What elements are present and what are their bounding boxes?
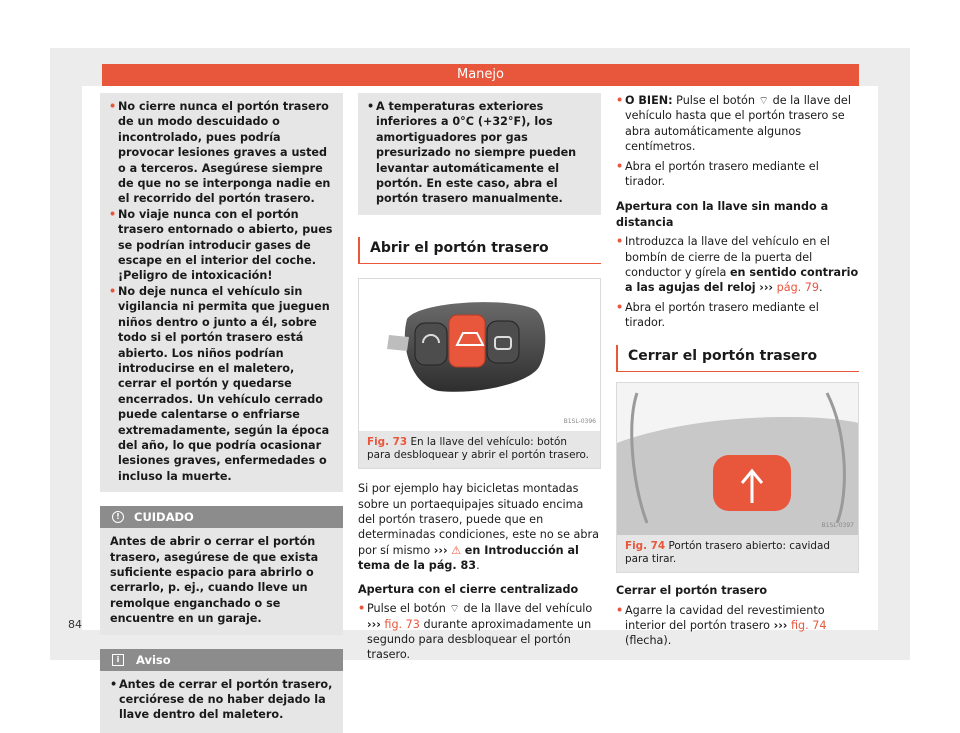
link-page-79[interactable]: pág. 79 [776,281,820,295]
section-title-close: Cerrar el portón trasero [616,345,859,372]
warning-item: • No cierre nunca el portón trasero de un modo descuidado o incontrolado, pues podría provocar lesiones graves a usted o a terceros. Asegúrese siempre de que no se interponga nadie en el recorrido del portón trasero. [109,100,331,206]
subheading: Cerrar el portón trasero [616,584,768,598]
note-body: • Antes de cerrar el portón trasero, cerciórese de no haber dejado la llave dentro del maletero. [110,677,333,722]
caution-text: Antes de abrir o cerrar el portón trasero, asegúrese de que exista suficiente espacio para abrirlo o cerrarlo, p. ej., cuando lleve un remolque enganchado o se encuentre en un garaje. [110,535,319,626]
warning-box: • A temperaturas exteriores inferiores a 0°C (+32°F), los amortiguadores por gas presurizado no siempre pueden levantar automáticamente el portón. En este caso, abra el portón trasero manualmente. [358,93,601,215]
warning-box [100,93,343,492]
page-number: 84 [68,618,82,631]
key-button-icon: ⌔ [758,94,770,107]
warning-item: • No viaje nunca con el portón trasero entornado o abierto, pues se podrían introducir gases de escape en el interior del coche. ¡Peligro de intoxicación! [109,207,333,283]
warning-item: • No deje nunca el vehículo sin vigilancia ni permita que jueguen niños dentro o junto a él, sobre todo si el portón trasero está abierto. Los niños podrían introducirse en el maletero, cerrar el portón y quedarse encerrados. Un vehículo cerrado puede calentarse o enfriarse extremadamente, según la época del año, lo que podría ocasionar lesiones graves, enfermedades o incluso la muerte. [109,284,330,483]
figure-74 [616,382,859,573]
link-fig-73[interactable]: fig. 73 [384,617,420,631]
caution-box [100,506,343,634]
figure-73 [358,278,601,469]
subheading: Apertura con la llave sin mando a distancia [616,200,829,229]
note-box [100,649,343,733]
paragraph: Si por ejemplo hay bicicletas montadas sobre un portaequipajes situado encima del portón trasero, puede que en determinadas condiciones, este no se abra por sí mismo ››› ⚠ en Introducción al tema de la pág. 83. [358,482,599,573]
list-item: • Introduzca la llave del vehículo en el bombín de cierre de la puerta del conductor y gírela en sentido contrario a las agujas del reloj ››› pág. 79. [616,235,859,295]
car-key-illustration [359,279,600,431]
figure-code: B1SL-0396 [563,417,596,425]
caution-icon: ! [112,511,124,523]
note-header: i Aviso [100,649,343,671]
list-item: • Abra el portón trasero mediante el tirador. [616,159,819,189]
figure-caption: Fig. 73 En la llave del vehículo: botón para desbloquear y abrir el portón trasero. [359,431,600,468]
warning-triangle-icon: ⚠ [451,543,462,557]
list-item: • Abra el portón trasero mediante el tirador. [616,300,819,330]
tailgate-image [617,383,858,535]
list-item: • Pulse el botón ⌔ de la llave del vehículo ››› fig. 73 durante aproximadamente un segundo para desbloquear el portón trasero. [358,602,593,662]
tailgate-illustration [617,383,858,535]
section-title-open: Abrir el portón trasero [358,237,601,264]
list-item: • Agarre la cavidad del revestimiento interior del portón trasero ››› fig. 74 (flecha). [616,603,827,648]
subheading: Apertura con el cierre centralizado [358,582,579,596]
link-intro[interactable]: en Introducción al tema de la pág. 83 [358,543,579,573]
page-header: Manejo [102,64,859,86]
column-3 [616,93,859,649]
caution-header: ! CUIDADO [100,506,343,528]
info-icon: i [112,654,124,666]
figure-caption: Fig. 74 Portón trasero abierto: cavidad para tirar. [617,535,858,572]
key-button-icon: ⌔ [449,602,460,616]
key-image [359,279,600,431]
column-2 [358,93,601,663]
link-fig-74[interactable]: fig. 74 [790,618,827,632]
note-text: Antes de cerrar el portón trasero, cerciórese de no haber dejado la llave dentro del maletero. [119,677,333,722]
list-item: • O BIEN: Pulse el botón ⌔ de la llave del vehículo hasta que el portón trasero se abra automáticamente algunos centímetros. [616,94,851,154]
column-1 [100,93,343,733]
warning-item: A temperaturas exteriores inferiores a 0°C (+32°F), los amortiguadores por gas presurizado no siempre pueden levantar automáticamente el portón. En este caso, abra el portón trasero manualmente. [376,100,577,206]
figure-code: B1SL-0397 [821,521,854,529]
